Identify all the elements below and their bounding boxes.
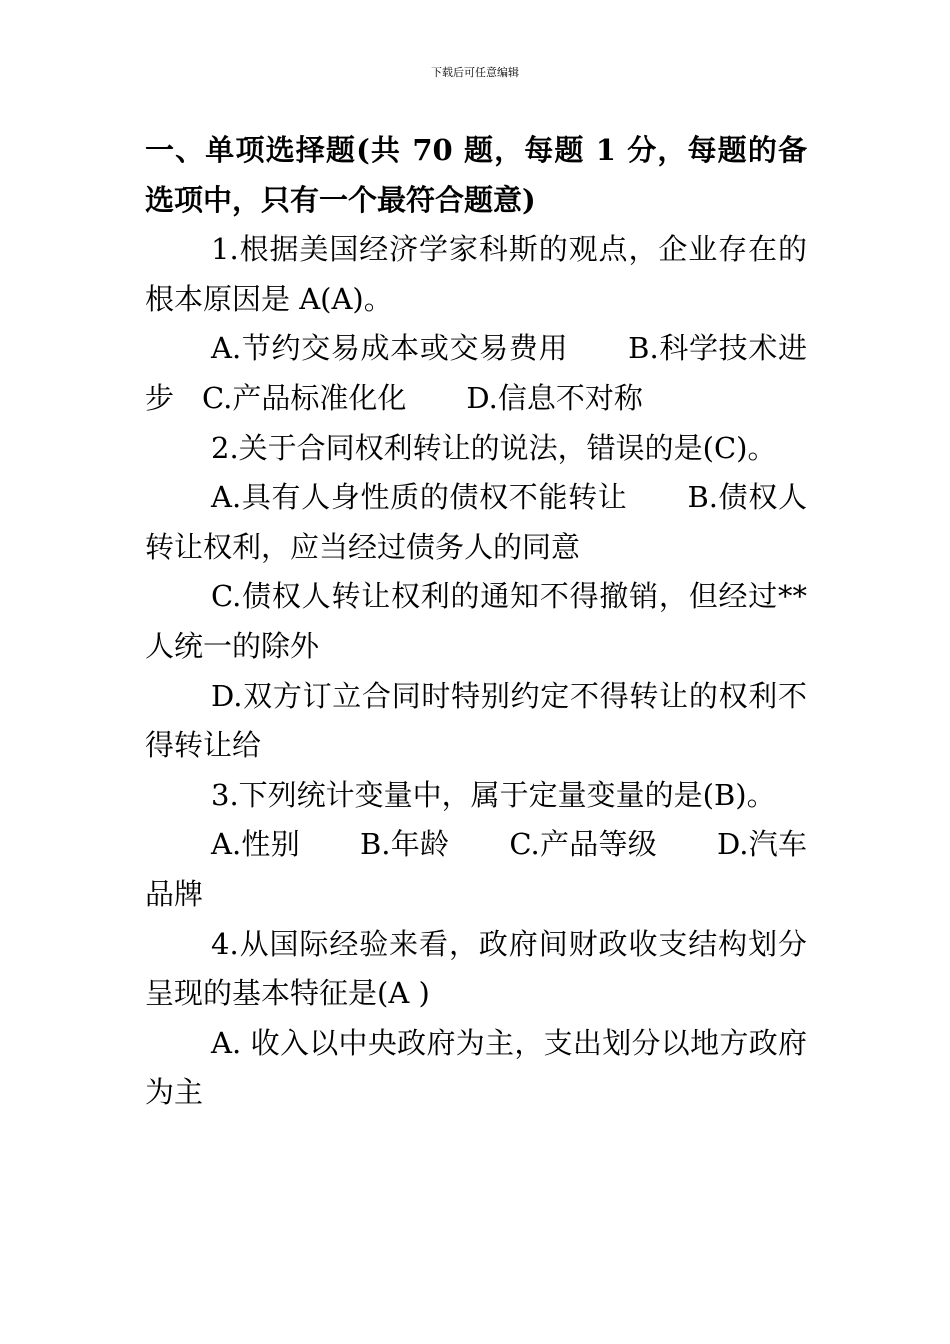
question-4-option-a: A. 收入以中央政府为主，支出划分以地方政府为主 — [145, 1025, 807, 1110]
question-2-options-ab — [145, 473, 807, 572]
section-title: 一、单项选择题(共 70 题，每题 1 分，每题的备选项中，只有一个最符合题意) — [145, 133, 807, 217]
question-1-stem: 1.根据美国经济学家科斯的观点，企业存在的根本原因是 A(A)。 — [145, 232, 807, 316]
question-2-option-d: D.双方订立合同时特别约定不得转让的权利不得转让给 — [145, 678, 807, 763]
document-body — [145, 126, 807, 1118]
question-1-options — [145, 324, 807, 423]
question-3-option-a: A.性别 — [211, 827, 300, 862]
question-3-option-b: B.年龄 — [359, 827, 450, 862]
page-header-note: 下载后可任意编辑 — [431, 66, 519, 79]
question-4-stem: 4.从国际经验来看，政府间财政收支结构划分呈现的基本特征是(A ) — [145, 926, 807, 1011]
question-3-stem: 3.下列统计变量中，属于定量变量的是(B)。 — [211, 777, 776, 812]
question-1-option-a: A.节约交易成本或交易费用 — [211, 331, 569, 366]
question-2-option-b: B.债权人转让权利，应当经过债务人的同意 — [145, 480, 807, 564]
question-3-option-d: D.汽车品牌 — [145, 827, 808, 911]
question-2-option-a: A.具有人身性质的债权不能转让 — [211, 480, 628, 515]
question-1-option-b: B.科学技术进步 — [145, 331, 807, 415]
question-1-option-c: C.产品标准化化 — [202, 380, 407, 415]
question-3-options — [145, 820, 807, 919]
question-2-option-c: C.债权人转让权利的通知不得撤销，但经过**人统一的除外 — [145, 579, 807, 663]
question-3-option-c: C.产品等级 — [509, 827, 658, 862]
question-1-option-d: D.信息不对称 — [466, 380, 643, 415]
question-2-stem: 2.关于合同权利转让的说法，错误的是(C)。 — [211, 430, 777, 465]
